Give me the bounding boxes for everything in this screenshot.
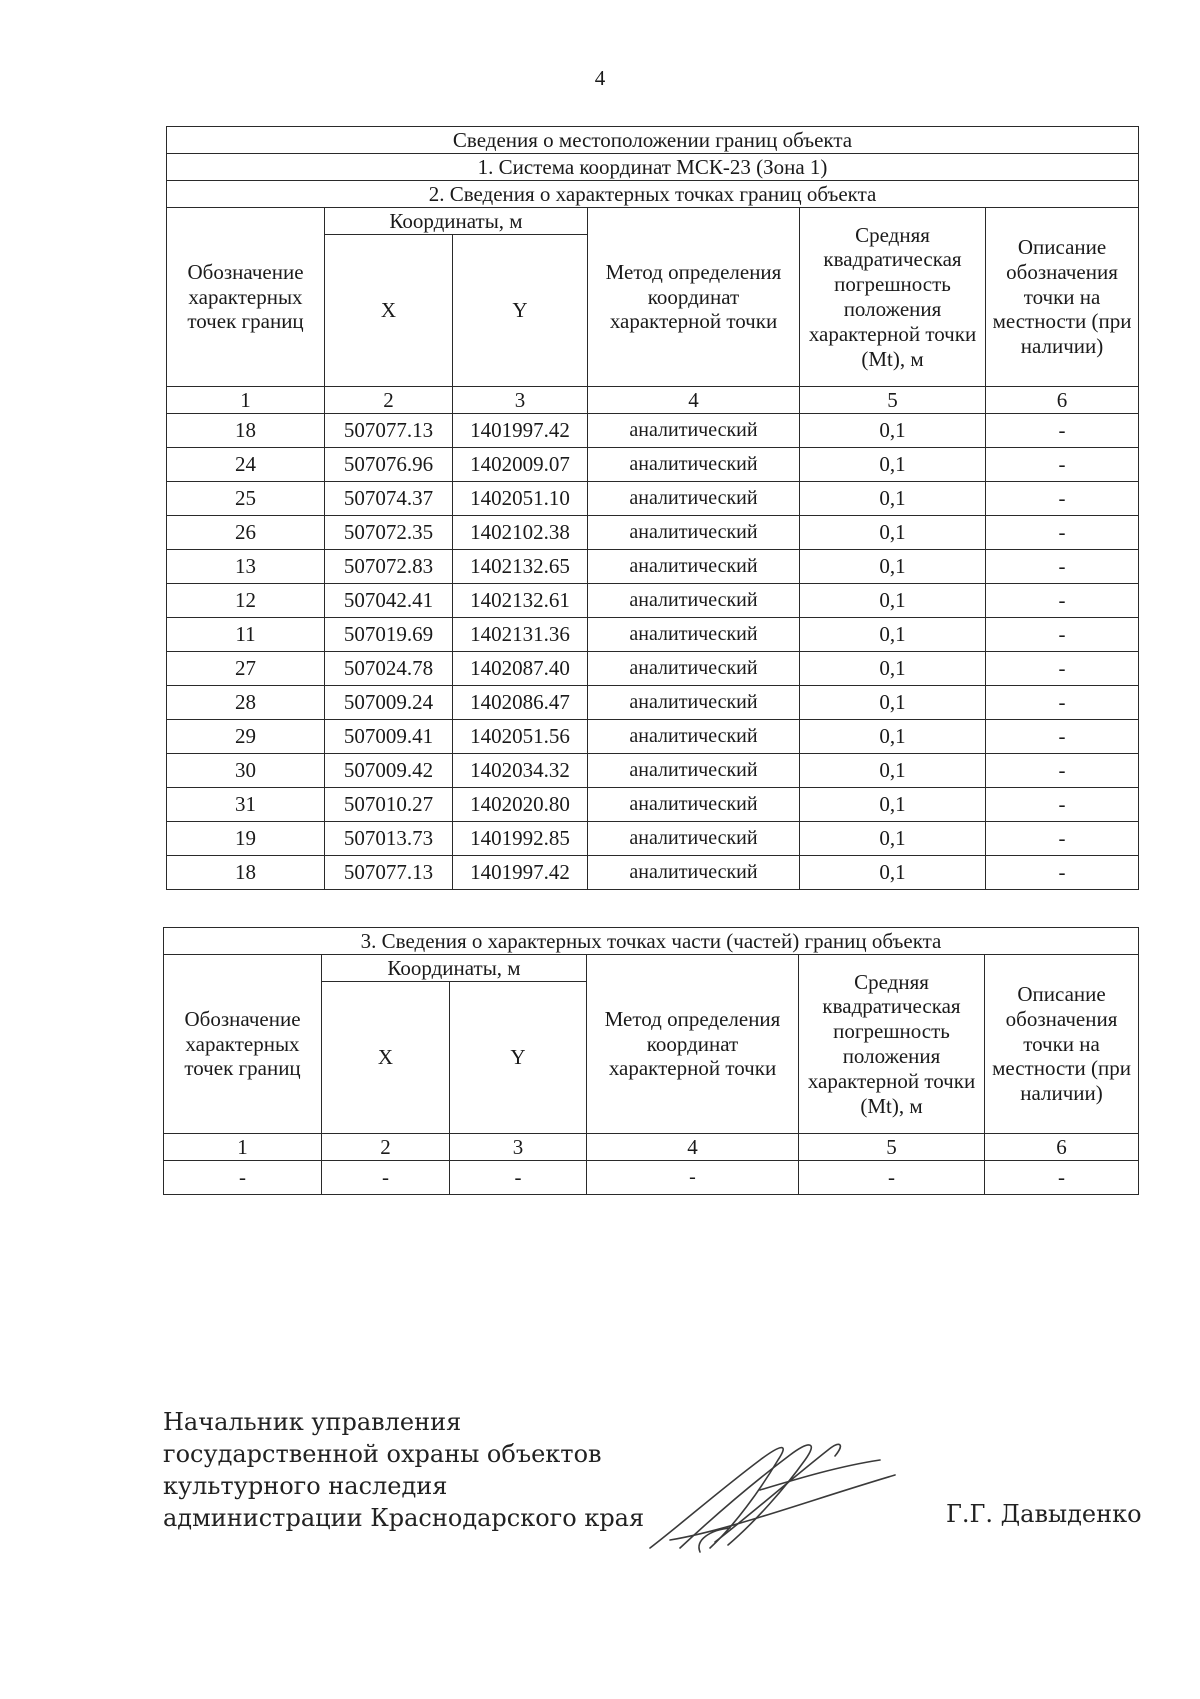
method-cell: аналитический — [588, 414, 800, 448]
point-designation-cell: 19 — [167, 822, 325, 856]
table-row — [167, 822, 1139, 856]
method-cell: аналитический — [588, 652, 800, 686]
description-cell: - — [986, 516, 1139, 550]
y-coordinate-cell: 1402102.38 — [453, 516, 588, 550]
description-cell: - — [986, 788, 1139, 822]
table-row — [164, 1161, 1139, 1195]
table-row — [167, 788, 1139, 822]
header-description: Описание обозначения точки на местности (при наличии) — [985, 955, 1139, 1134]
table-row — [167, 414, 1139, 448]
y-coordinate-cell: 1401997.42 — [453, 856, 588, 890]
column-number: 4 — [588, 387, 800, 414]
y-coordinate-cell: 1402131.36 — [453, 618, 588, 652]
header-x: X — [322, 982, 450, 1134]
header-method: Метод определения координат характерной точки — [587, 955, 799, 1134]
boundary-points-table — [166, 126, 1139, 890]
error-cell: 0,1 — [800, 482, 986, 516]
method-cell: аналитический — [588, 516, 800, 550]
header-description: Описание обозначения точки на местности (при наличии) — [986, 208, 1139, 387]
x-coordinate-cell: 507009.24 — [325, 686, 453, 720]
column-number: 3 — [453, 387, 588, 414]
column-number: 5 — [800, 387, 986, 414]
x-coordinate-cell: 507013.73 — [325, 822, 453, 856]
x-coordinate-cell: 507072.35 — [325, 516, 453, 550]
header-y: Y — [453, 235, 588, 387]
position-line: администрации Краснодарского края — [163, 1504, 645, 1532]
error-cell: 0,1 — [800, 414, 986, 448]
position-line: Начальник управления — [163, 1408, 462, 1436]
x-coordinate-cell: 507077.13 — [325, 414, 453, 448]
description-cell: - — [986, 618, 1139, 652]
column-number: 2 — [325, 387, 453, 414]
error-cell: 0,1 — [800, 822, 986, 856]
table-row — [167, 754, 1139, 788]
point-designation-cell: 29 — [167, 720, 325, 754]
y-coordinate-cell: 1402009.07 — [453, 448, 588, 482]
position-line: государственной охраны объектов — [163, 1440, 602, 1468]
method-cell: - — [587, 1161, 799, 1195]
method-cell: аналитический — [588, 550, 800, 584]
error-cell: 0,1 — [800, 652, 986, 686]
table-row — [167, 618, 1139, 652]
table-row — [167, 448, 1139, 482]
error-cell: 0,1 — [800, 686, 986, 720]
point-designation-cell: 18 — [167, 856, 325, 890]
method-cell: аналитический — [588, 754, 800, 788]
x-coordinate-cell: 507076.96 — [325, 448, 453, 482]
error-cell: 0,1 — [800, 448, 986, 482]
method-cell: аналитический — [588, 856, 800, 890]
y-coordinate-cell: 1401992.85 — [453, 822, 588, 856]
table-row — [167, 856, 1139, 890]
header-y: Y — [450, 982, 587, 1134]
page-number: 4 — [594, 66, 606, 90]
method-cell: аналитический — [588, 788, 800, 822]
error-cell: 0,1 — [800, 720, 986, 754]
point-designation-cell: 26 — [167, 516, 325, 550]
x-coordinate-cell: - — [322, 1161, 450, 1195]
table-row — [167, 652, 1139, 686]
part-boundary-points-rows — [164, 1161, 1139, 1195]
x-coordinate-cell: 507042.41 — [325, 584, 453, 618]
description-cell: - — [986, 822, 1139, 856]
method-cell: аналитический — [588, 822, 800, 856]
x-coordinate-cell: 507019.69 — [325, 618, 453, 652]
table-row — [167, 686, 1139, 720]
y-coordinate-cell: 1401997.42 — [453, 414, 588, 448]
part-boundary-points-table — [163, 927, 1139, 1195]
header-designation: Обозначение характерных точек границ — [167, 208, 325, 387]
description-cell: - — [986, 686, 1139, 720]
x-coordinate-cell: 507074.37 — [325, 482, 453, 516]
column-number: 3 — [450, 1134, 587, 1161]
y-coordinate-cell: 1402051.56 — [453, 720, 588, 754]
y-coordinate-cell: 1402086.47 — [453, 686, 588, 720]
method-cell: аналитический — [588, 584, 800, 618]
error-cell: - — [799, 1161, 985, 1195]
section-title: 3. Сведения о характерных точках части (частей) границ объекта — [164, 928, 1139, 955]
table-title: Сведения о местоположении границ объекта — [167, 127, 1139, 154]
column-number: 1 — [164, 1134, 322, 1161]
y-coordinate-cell: - — [450, 1161, 587, 1195]
column-number: 5 — [799, 1134, 985, 1161]
section-title: 2. Сведения о характерных точках границ объекта — [167, 181, 1139, 208]
y-coordinate-cell: 1402020.80 — [453, 788, 588, 822]
error-cell: 0,1 — [800, 584, 986, 618]
header-error: Средняя квадратическая погрешность положения характерной точки (Mt), м — [800, 208, 986, 387]
error-cell: 0,1 — [800, 754, 986, 788]
table-row — [167, 550, 1139, 584]
description-cell: - — [986, 414, 1139, 448]
description-cell: - — [986, 550, 1139, 584]
coordinate-system: 1. Система координат МСК-23 (Зона 1) — [167, 154, 1139, 181]
x-coordinate-cell: 507010.27 — [325, 788, 453, 822]
point-designation-cell: 30 — [167, 754, 325, 788]
point-designation-cell: - — [164, 1161, 322, 1195]
x-coordinate-cell: 507024.78 — [325, 652, 453, 686]
signatory-name: Г.Г. Давыденко — [946, 1500, 1142, 1528]
method-cell: аналитический — [588, 686, 800, 720]
point-designation-cell: 25 — [167, 482, 325, 516]
error-cell: 0,1 — [800, 550, 986, 584]
header-coordinates: Координаты, м — [325, 208, 588, 235]
description-cell: - — [986, 720, 1139, 754]
y-coordinate-cell: 1402132.61 — [453, 584, 588, 618]
table-row — [167, 516, 1139, 550]
header-x: X — [325, 235, 453, 387]
boundary-points-rows — [167, 414, 1139, 890]
column-number: 1 — [167, 387, 325, 414]
description-cell: - — [985, 1161, 1139, 1195]
x-coordinate-cell: 507009.42 — [325, 754, 453, 788]
error-cell: 0,1 — [800, 788, 986, 822]
x-coordinate-cell: 507009.41 — [325, 720, 453, 754]
description-cell: - — [986, 584, 1139, 618]
y-coordinate-cell: 1402132.65 — [453, 550, 588, 584]
description-cell: - — [986, 856, 1139, 890]
point-designation-cell: 24 — [167, 448, 325, 482]
point-designation-cell: 31 — [167, 788, 325, 822]
y-coordinate-cell: 1402034.32 — [453, 754, 588, 788]
x-coordinate-cell: 507077.13 — [325, 856, 453, 890]
point-designation-cell: 18 — [167, 414, 325, 448]
signatory-position — [163, 1406, 644, 1534]
description-cell: - — [986, 482, 1139, 516]
point-designation-cell: 13 — [167, 550, 325, 584]
description-cell: - — [986, 754, 1139, 788]
point-designation-cell: 12 — [167, 584, 325, 618]
point-designation-cell: 28 — [167, 686, 325, 720]
x-coordinate-cell: 507072.83 — [325, 550, 453, 584]
error-cell: 0,1 — [800, 618, 986, 652]
handwritten-signature — [640, 1430, 910, 1560]
method-cell: аналитический — [588, 720, 800, 754]
table-row — [167, 720, 1139, 754]
point-designation-cell: 11 — [167, 618, 325, 652]
column-number: 4 — [587, 1134, 799, 1161]
table-row — [167, 482, 1139, 516]
column-number: 2 — [322, 1134, 450, 1161]
table-row — [167, 584, 1139, 618]
point-designation-cell: 27 — [167, 652, 325, 686]
method-cell: аналитический — [588, 482, 800, 516]
column-number: 6 — [985, 1134, 1139, 1161]
description-cell: - — [986, 652, 1139, 686]
description-cell: - — [986, 448, 1139, 482]
y-coordinate-cell: 1402051.10 — [453, 482, 588, 516]
header-coordinates: Координаты, м — [322, 955, 587, 982]
y-coordinate-cell: 1402087.40 — [453, 652, 588, 686]
header-method: Метод определения координат характерной точки — [588, 208, 800, 387]
position-line: культурного наследия — [163, 1472, 448, 1500]
header-error: Средняя квадратическая погрешность положения характерной точки (Mt), м — [799, 955, 985, 1134]
method-cell: аналитический — [588, 448, 800, 482]
header-designation: Обозначение характерных точек границ — [164, 955, 322, 1134]
error-cell: 0,1 — [800, 856, 986, 890]
column-number: 6 — [986, 387, 1139, 414]
error-cell: 0,1 — [800, 516, 986, 550]
method-cell: аналитический — [588, 618, 800, 652]
